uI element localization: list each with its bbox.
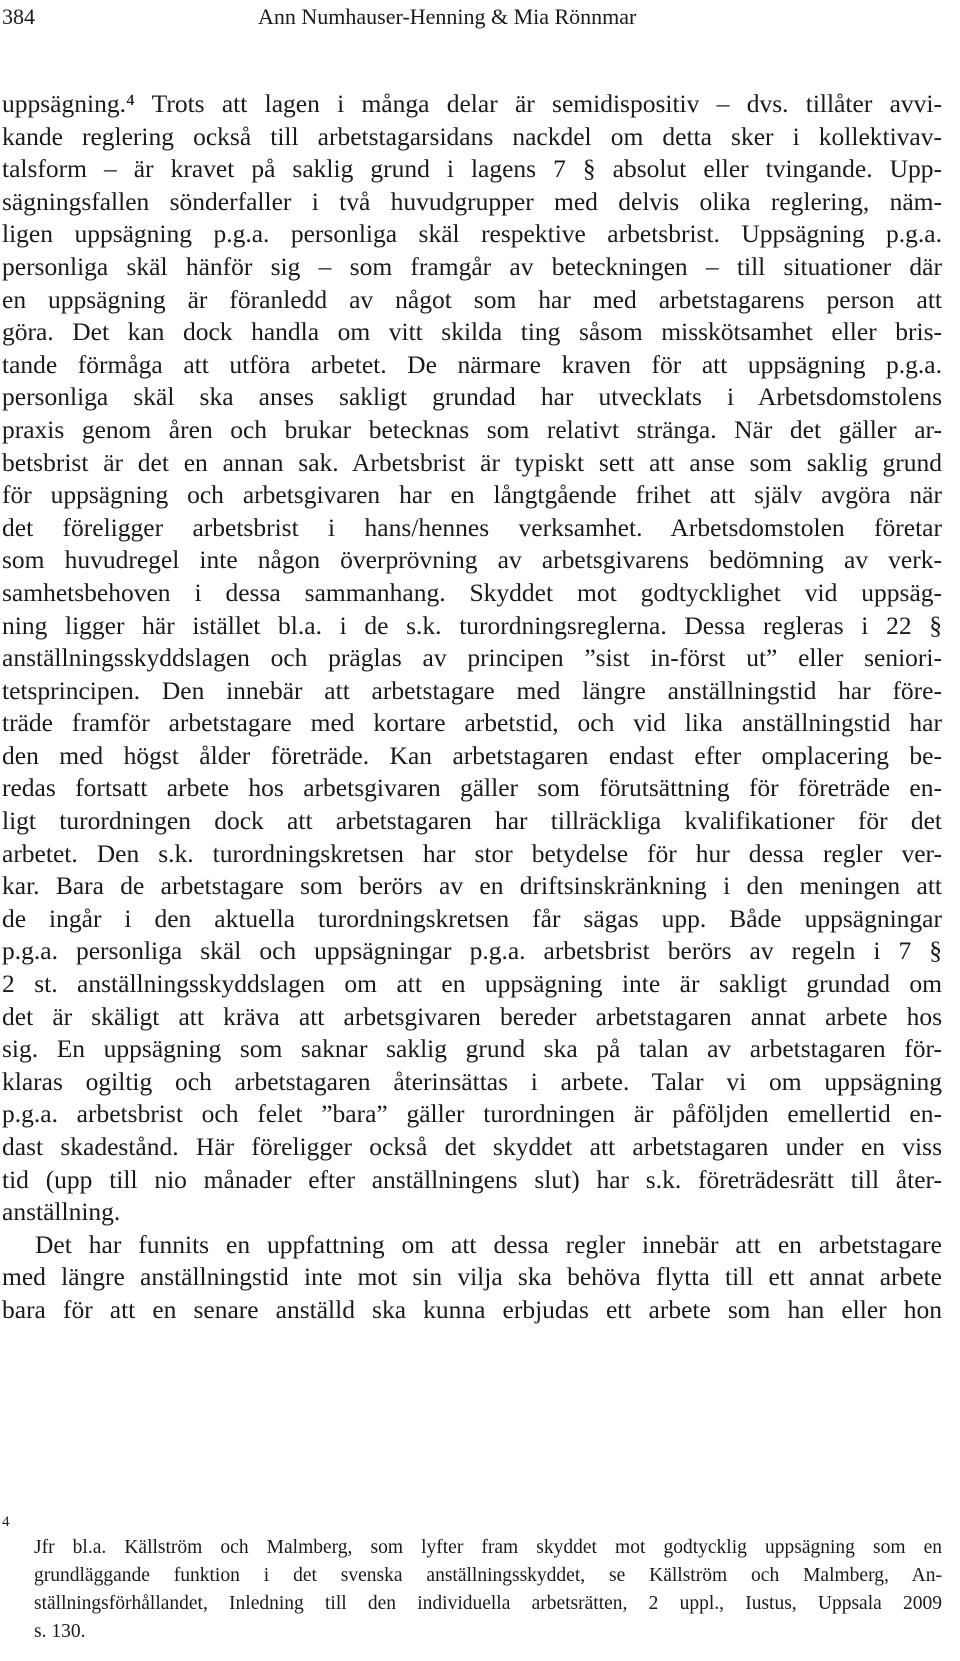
text-line: 2 st. anställningsskyddslagen om att en uppsägning inte är sakligt grundad om <box>2 969 942 999</box>
text-line: betsbrist är det en annan sak. Arbetsbrist är typiskt sett att anse som saklig grund <box>2 447 942 477</box>
text-line: ning ligger här istället bl.a. i de s.k. turordningsreglerna. Dessa regleras i 22 § <box>2 610 942 640</box>
text-line: sig. En uppsägning som saknar saklig grund ska på talan av arbetstagaren för- <box>2 1034 942 1064</box>
text-line: de ingår i den aktuella turordningskretsen får sägas upp. Både uppsägningar <box>2 903 942 933</box>
text-line: personliga skäl hänför sig – som framgår av beteckningen – till situationer där <box>2 251 942 281</box>
footnote-text <box>34 1534 942 1646</box>
text-line: dast skadestånd. Här föreligger också det skyddet att arbetstagaren under en viss <box>2 1132 942 1161</box>
text-line: det är skäligt att kräva att arbetsgivaren bereder arbetstagaren annat arbete hos <box>2 1001 942 1031</box>
text-line: arbetet. Den s.k. turordningskretsen har stor betydelse för hur dessa regler ver- <box>2 838 942 868</box>
text-line: p.g.a. arbetsbrist och felet ”bara” gäller turordningen är påföljden emellertid en- <box>2 1099 942 1129</box>
text-line: redas fortsatt arbete hos arbetsgivaren gäller som förutsättning för företräde en- <box>2 773 942 803</box>
text-line: göra. Det kan dock handla om vitt skilda ting såsom misskötsamhet eller bris- <box>2 317 942 347</box>
text-line: ligen uppsägning p.g.a. personliga skäl respektive arbetsbrist. Uppsägning p.g.a. <box>2 219 942 249</box>
footnote-line: ställningsförhållandet, Inledning till den individuella arbetsrätten, 2 uppl., Iustus, Uppsala 2009 <box>34 1593 942 1614</box>
text-line: träde framför arbetstagare med kortare arbetstid, och vid lika anställningstid har <box>2 708 942 738</box>
text-line: ligt turordningen dock att arbetstagaren har tillräckliga kvalifikationer för det <box>2 806 942 836</box>
text-line: bara för att en senare anställd ska kunna erbjudas ett arbete som han eller hon <box>2 1294 942 1324</box>
text-line: en uppsägning är föranledd av något som har med arbetstagarens person att <box>2 284 942 314</box>
footnote-number: 4 <box>2 1514 10 1530</box>
text-line: den med högst ålder företräde. Kan arbetstagaren endast efter omplacering be- <box>2 740 942 770</box>
footnote-line: s. 130. <box>34 1621 86 1642</box>
text-line: som huvudregel inte någon överprövning av arbetsgivarens bedömning av verk- <box>2 545 942 575</box>
footnote-line: grundläggande funktion i det svenska anställningsskyddet, se Källström och Malmberg, An- <box>34 1565 942 1586</box>
text-line: sägningsfallen sönderfaller i två huvudgrupper med delvis olika reglering, näm- <box>2 186 942 216</box>
footnote-line: Jfr bl.a. Källström och Malmberg, som lyfter fram skyddet mot godtycklig uppsägning som en <box>34 1537 942 1558</box>
text-line: Det har funnits en uppfattning om att dessa regler innebär att en arbetstagare <box>35 1229 942 1259</box>
header-authors: Ann Numhauser-Henning & Mia Rönnmar <box>258 4 637 29</box>
text-line: uppsägning.⁴ Trots att lagen i många delar är semidispositiv – dvs. tillåter avvi- <box>2 89 942 118</box>
text-line: tetsprincipen. Den innebär att arbetstagare med längre anställningstid har före- <box>2 675 942 705</box>
text-line: det föreligger arbetsbrist i hans/hennes verksamhet. Arbetsdomstolen företar <box>2 512 942 542</box>
text-line: talsform – är kravet på saklig grund i lagens 7 § absolut eller tvingande. Upp- <box>2 154 942 184</box>
text-line: för uppsägning och arbetsgivaren har en långtgående frihet att själv avgöra när <box>2 480 942 510</box>
text-line: anställning. <box>2 1197 121 1227</box>
text-line: med längre anställningstid inte mot sin vilja ska behöva flytta till ett annat arbete <box>2 1262 942 1292</box>
page-number: 384 <box>2 4 35 29</box>
text-line: p.g.a. personliga skäl och uppsägningar p.g.a. arbetsbrist berörs av regeln i 7 § <box>2 936 942 966</box>
text-line: samhetsbehoven i dessa sammanhang. Skyddet mot godtycklighet vid uppsäg- <box>2 577 942 607</box>
running-header <box>2 0 942 34</box>
text-line: kande reglering också till arbetstagarsidans nackdel om detta sker i kollektivav- <box>2 121 942 151</box>
body-text <box>2 88 942 1327</box>
text-line: personliga skäl ska anses sakligt grundad har utvecklats i Arbetsdomstolens <box>2 382 942 412</box>
text-line: tid (upp till nio månader efter anställningens slut) har s.k. företrädesrätt till åter- <box>2 1164 942 1194</box>
text-line: tande förmåga att utföra arbetet. De närmare kraven för att uppsägning p.g.a. <box>2 349 942 379</box>
text-line: anställningsskyddslagen och präglas av principen ”sist in-först ut” eller seniori- <box>2 643 942 673</box>
text-line: praxis genom åren och brukar betecknas som relativt stränga. När det gäller ar- <box>2 414 942 444</box>
text-line: kar. Bara de arbetstagare som berörs av en driftsinskränkning i den meningen att <box>2 871 942 901</box>
text-line: klaras ogiltig och arbetstagaren återinsättas i arbete. Talar vi om uppsägning <box>2 1066 942 1096</box>
